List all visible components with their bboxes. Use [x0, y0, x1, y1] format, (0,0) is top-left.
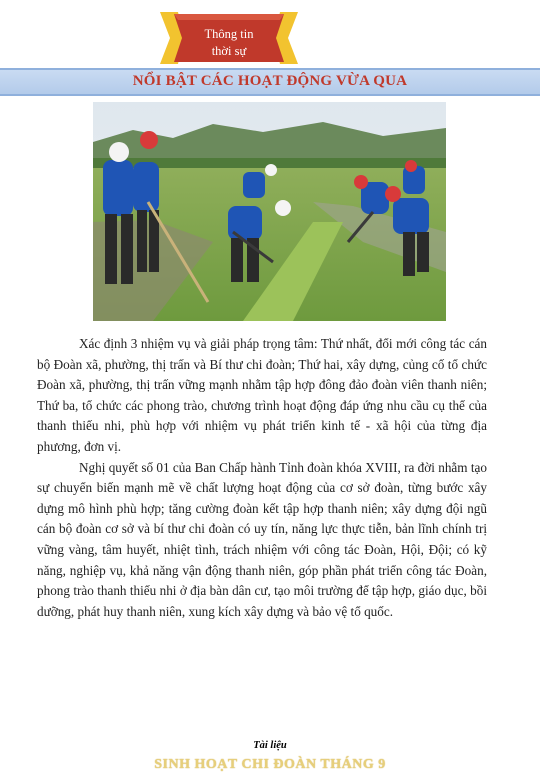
article-paragraph-1: Xác định 3 nhiệm vụ và giải pháp trọng tâm: Thứ nhất, đổi mới công tác cán bộ Đoàn xã, phường, thị trấn và Bí thư chi đoàn; Thứ hai, xây dựng, củng cố tổ chức Đoàn xã, phường, thị trấn vững mạnh nhằm tập hợp đông đảo đoàn viên thanh niên; Thứ ba, tổ chức các phong trào, chương trình hoạt động đáp ứng nhu cầu cụ thể của thanh thiếu nhi, phù hợp với nhiệm vụ phát triển kinh tế - xã hội của từng địa phương, đơn vị. — [37, 336, 487, 454]
footer-title: SINH HOẠT CHI ĐOÀN THÁNG 9 — [154, 757, 386, 772]
page-title: NỔI BẬT CÁC HOẠT ĐỘNG VỪA QUA — [132, 73, 408, 89]
ribbon-line-1: Thông tin — [204, 27, 254, 41]
ribbon-line-2: thời sự — [211, 44, 247, 58]
article-body — [37, 334, 487, 622]
title-banner — [0, 68, 540, 96]
article-photo — [93, 102, 446, 321]
article-paragraph-2: Nghị quyết số 01 của Ban Chấp hành Tỉnh đoàn khóa XVIII, ra đời nhằm tạo sự chuyển biến mạnh mẽ về chất lượng hoạt động của cơ sở đoàn, từng bước xây dựng mô hình phù hợp; tăng cường đoàn kết tập hợp thanh niên; xây dựng đội ngũ cán bộ đoàn cơ sở và bí thư chi đoàn có uy tín, năng lực thực tiễn, bản lĩnh chính trị vững vàng, tâm huyết, nhiệt tình, trách nhiệm với công tác Đoàn, Hội, Đội; có kỹ năng, nghiệp vụ, khả năng vận động thanh niên, góp phần phát triển công tác Đoàn, phong trào thanh thiếu nhi ở địa bàn dân cư, tạo môi trường để tập hợp, giáo dục, bồi dưỡng, phát huy thanh niên, xung kích xây dựng và bảo vệ tổ quốc. — [37, 459, 487, 619]
footer-label: Tài liệu — [253, 740, 287, 751]
section-ribbon — [160, 12, 298, 64]
